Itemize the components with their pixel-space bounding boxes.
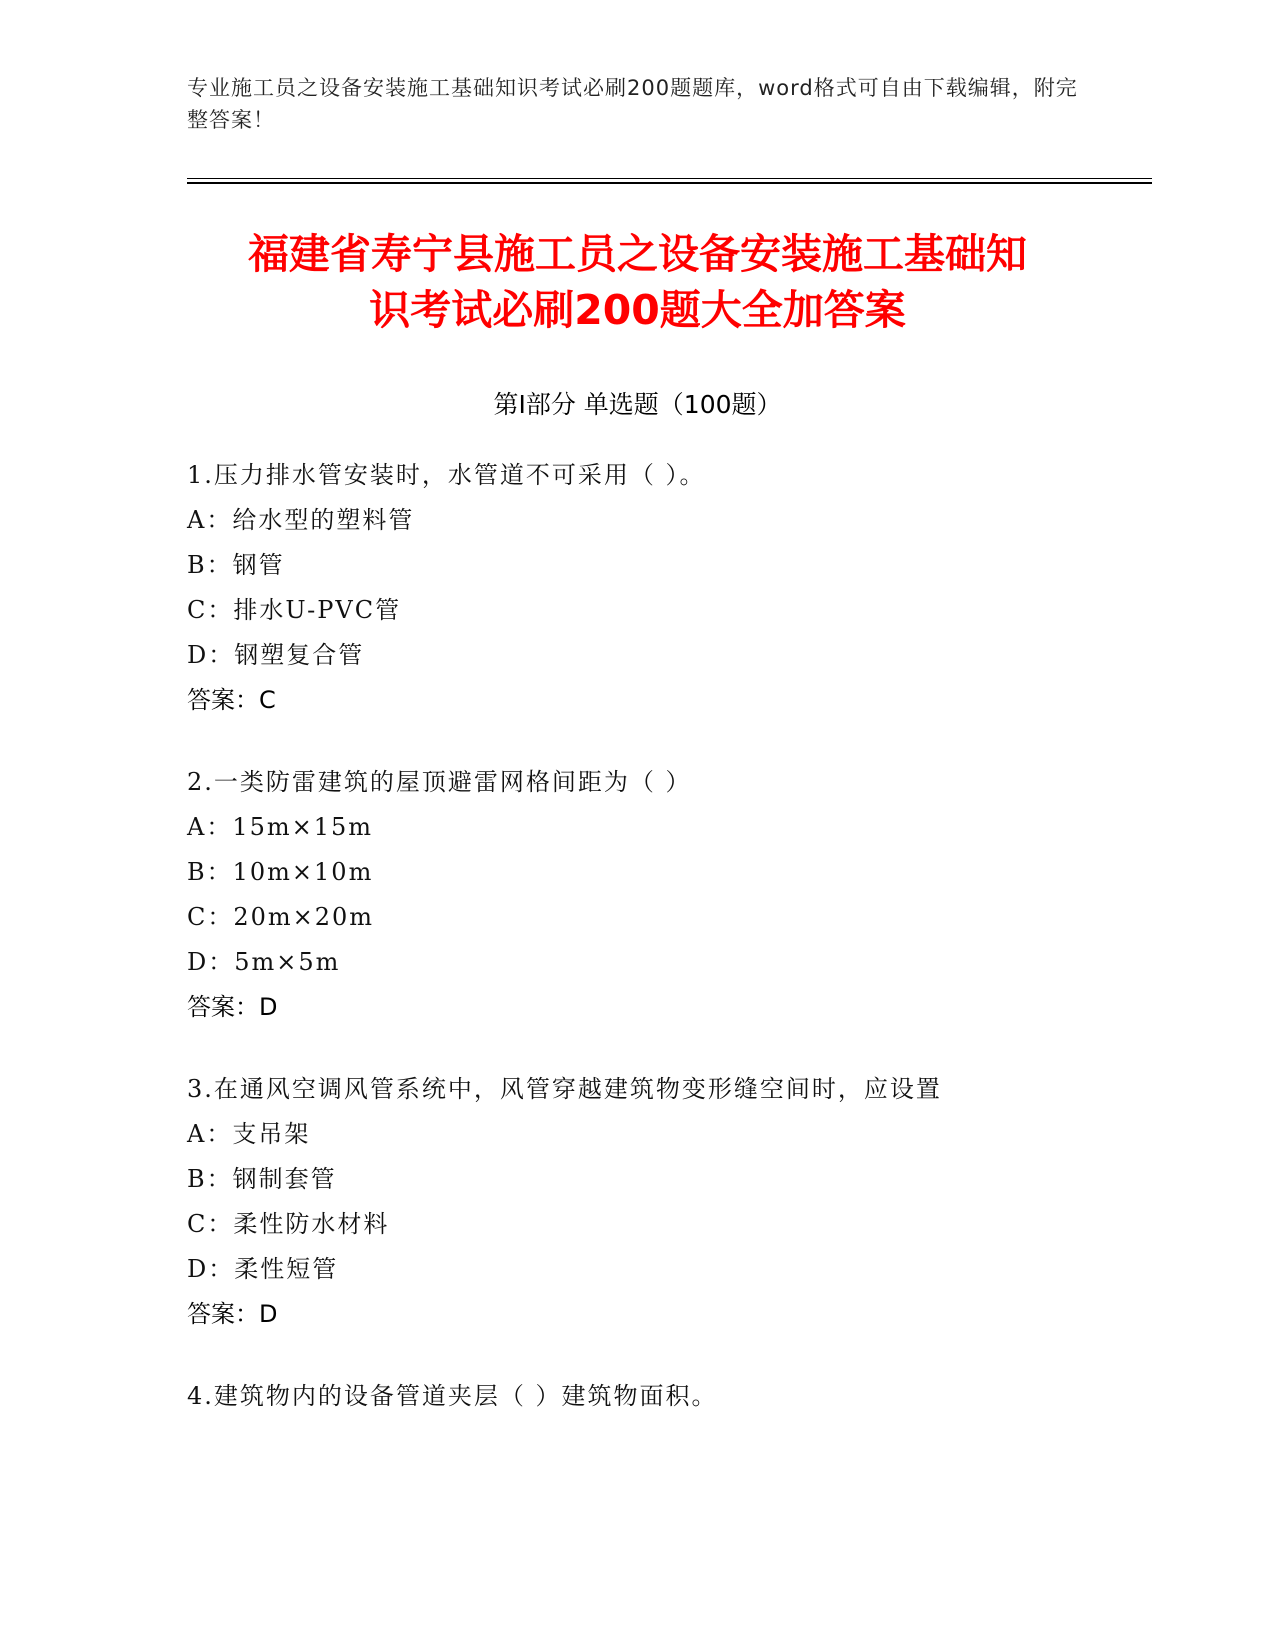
option-b: B：钢制套管 [187, 1165, 337, 1193]
answer: 答案：D [187, 993, 278, 1021]
document-title-line-1: 福建省寿宁县施工员之设备安装施工基础知 [248, 230, 1027, 278]
answer: 答案：D [187, 1300, 278, 1328]
header-divider-thin [187, 178, 1152, 179]
question-2 [187, 760, 1127, 1030]
document-title-line-2: 识考试必刷200题大全加答案 [369, 286, 906, 334]
option-c: C：20m×20m [187, 903, 375, 931]
question-stem: 1.压力排水管安装时，水管道不可采用（ ）。 [187, 461, 706, 489]
option-b: B：10m×10m [187, 858, 374, 886]
question-4 [187, 1374, 1127, 1419]
option-a: A：支吊架 [187, 1120, 311, 1148]
option-a: A：给水型的塑料管 [187, 506, 415, 534]
option-d: D：5m×5m [187, 948, 341, 976]
header-note: 专业施工员之设备安装施工基础知识考试必刷200题题库，word格式可自由下载编辑，附完整答案！ [187, 76, 1078, 132]
question-stem: 2.一类防雷建筑的屋顶避雷网格间距为（ ） [187, 768, 692, 796]
option-c: C：柔性防水材料 [187, 1210, 390, 1238]
question-3 [187, 1067, 1127, 1337]
option-d: D：柔性短管 [187, 1255, 339, 1283]
option-d: D：钢塑复合管 [187, 641, 365, 669]
header-divider-thick [187, 182, 1152, 184]
document-title [140, 226, 1135, 338]
question-1 [187, 453, 1127, 723]
question-stem: 3.在通风空调风管系统中，风管穿越建筑物变形缝空间时，应设置 [187, 1075, 942, 1103]
option-b: B：钢管 [187, 551, 285, 579]
option-a: A：15m×15m [187, 813, 374, 841]
option-c: C：排水U-PVC管 [187, 596, 402, 624]
question-stem: 4.建筑物内的设备管道夹层（ ）建筑物面积。 [187, 1382, 718, 1410]
answer: 答案：C [187, 686, 276, 714]
section-heading: 第Ⅰ部分 单选题（100题） [493, 390, 782, 419]
